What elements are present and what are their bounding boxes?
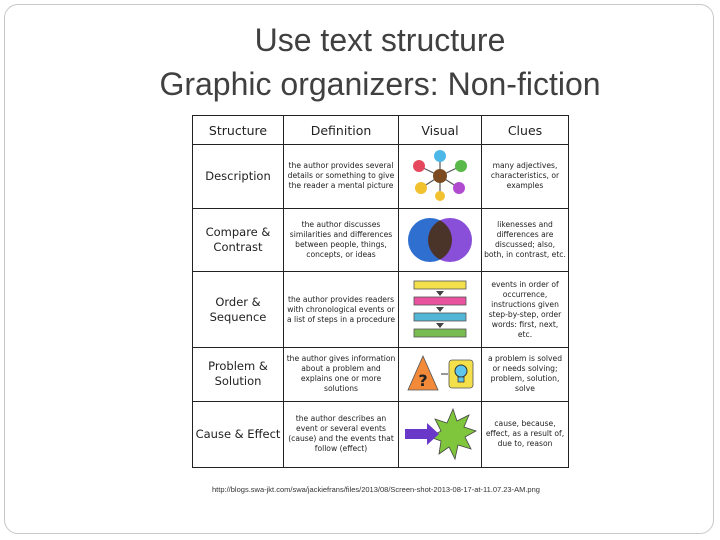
clues-cell: events in order of occurrence, instructions given step-by-step, order words: first, next, etc. [482, 272, 569, 348]
graphic-organizer-table [192, 115, 566, 468]
visual-cell [399, 401, 482, 467]
visual-cell [399, 347, 482, 401]
structure-cell: Cause & Effect [193, 401, 284, 467]
definition-cell: the author describes an event or several events (cause) and the events that follow (effect) [284, 401, 399, 467]
visual-cell [399, 272, 482, 348]
table-row [193, 272, 569, 348]
visual-cell [399, 208, 482, 272]
venn-diagram-icon [405, 214, 475, 266]
svg-text:?: ? [418, 371, 428, 391]
structure-cell: Compare & Contrast [193, 208, 284, 272]
web-diagram-icon [407, 150, 473, 202]
header-visual: Visual [399, 116, 482, 145]
definition-cell: the author provides readers with chronological events or a list of steps in a procedure [284, 272, 399, 348]
table-header-row [193, 116, 569, 145]
clues-cell: many adjectives, characteristics, or examples [482, 145, 569, 209]
structure-cell: Description [193, 145, 284, 209]
structure-cell: Problem & Solution [193, 347, 284, 401]
table-row [193, 145, 569, 209]
arrow-burst-icon [403, 407, 477, 461]
clues-cell: likenesses and differences are discussed; also, both, in contrast, etc. [482, 208, 569, 272]
clues-cell: a problem is solved or needs solving; problem, solution, solve [482, 347, 569, 401]
structure-cell: Order & Sequence [193, 272, 284, 348]
definition-cell: the author gives information about a problem and explains one or more solutions [284, 347, 399, 401]
slide-title-line-2: Graphic organizers: Non-fiction [159, 66, 601, 102]
slide-title-line-1: Use text structure [254, 22, 506, 58]
image-source-url[interactable]: http://blogs.swa-jkt.com/swa/jackiefrans/files/2013/08/Screen-shot-2013-08-17-at-11.07.23-AM.png [212, 485, 540, 494]
header-definition: Definition [284, 116, 399, 145]
visual-cell [399, 145, 482, 209]
header-clues: Clues [482, 116, 569, 145]
clues-cell: cause, because, effect, as a result of, due to, reason [482, 401, 569, 467]
table-row [193, 401, 569, 467]
definition-cell: the author discusses similarities and differences between people, things, concepts, or ideas [284, 208, 399, 272]
definition-cell: the author provides several details or something to give the reader a mental picture [284, 145, 399, 209]
table-row [193, 208, 569, 272]
flow-chart-icon [410, 279, 470, 341]
warning-lightbulb-icon [405, 352, 475, 396]
header-structure: Structure [193, 116, 284, 145]
table-row [193, 347, 569, 401]
